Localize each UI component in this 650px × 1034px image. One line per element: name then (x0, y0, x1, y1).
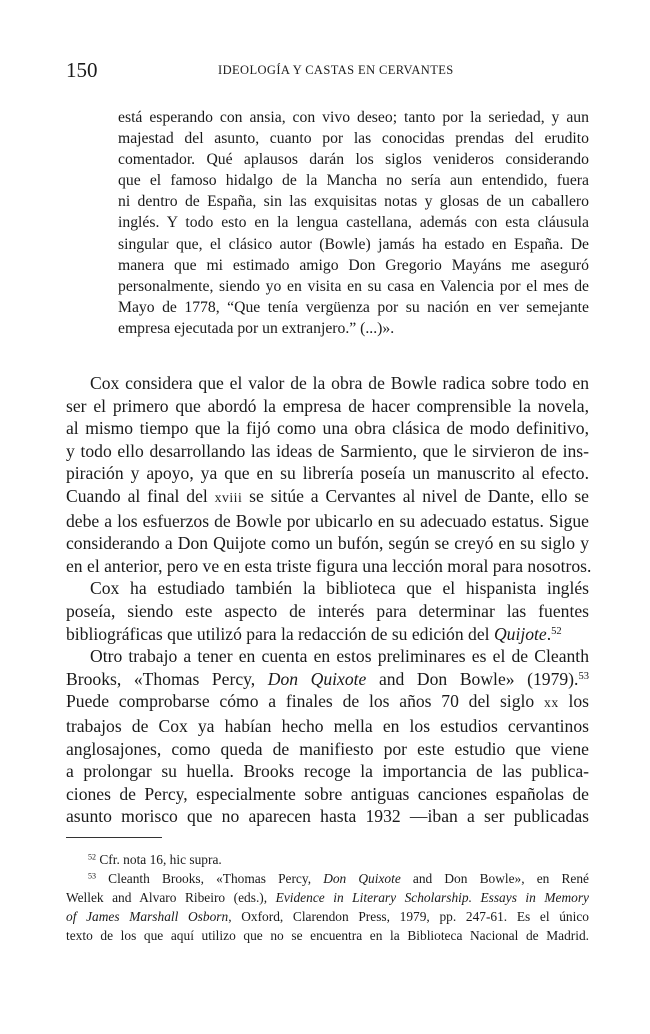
footnote-ref[interactable]: 52 (551, 625, 562, 637)
italic-title: Evidence in Literary Scholarship. Essays in Memory (275, 890, 589, 905)
text-run: asunto morisco que no aparecen hasta 1932 —iban a ser publicadas (66, 806, 589, 827)
text-run: a prolongar su huella. Brooks recoge la importancia de las publica- (66, 761, 589, 782)
small-caps-century: xviii (214, 489, 243, 505)
quote-line: empresa ejecutada por un extranjero.” (...)». (118, 319, 395, 337)
quote-line: inglés. Y todo esto en la lengua castellana, además con esta cláusula (118, 214, 589, 232)
text-run: bibliográficas que utilizó para la redacción de su edición del (66, 623, 494, 644)
paragraph-line (66, 532, 589, 555)
text-run: Puede comprobarse cómo a finales de los años 70 del siglo (66, 691, 544, 712)
text-run: . (546, 623, 552, 644)
quote-line: personalmente, siendo yo en visita en su casa en Valencia por el mes de (118, 277, 589, 295)
text-run: texto de los que aquí utilizo que no se encuentra en la Biblioteca Nacional de Madrid. (66, 928, 589, 943)
paragraph-line (66, 440, 589, 463)
quote-line: comentador. Qué aplausos darán los siglos venideros considerando (118, 151, 589, 169)
text-run: debe a los esfuerzos de Bowle por ubicarlo en su adecuado estatus. Sigue (66, 510, 589, 531)
paragraph-line (66, 485, 589, 510)
footnote-ref[interactable]: 53 (578, 670, 589, 682)
paragraph-line (66, 395, 589, 418)
italic-title: Quijote (493, 623, 547, 644)
text-run: al mismo tiempo que la fijó como una obra clásica de modo definitivo, (66, 418, 589, 439)
text-run: Otro trabajo a tener en cuenta en estos preliminares es el de Cleanth (90, 646, 589, 667)
paragraph-line (66, 738, 589, 761)
running-head: IDEOLOGÍA Y CASTAS EN CERVANTES (218, 63, 454, 77)
block-quote (118, 107, 589, 339)
text-run: ciones de Percy, especialmente sobre antiguas canciones españolas de (66, 783, 589, 804)
text-run: en el anterior, pero ve en esta triste figura una lección moral para nosotros. (66, 555, 592, 576)
footnote-line (66, 926, 589, 945)
text-run: and Don Bowle», en René (400, 871, 589, 886)
text-run: Cox considera que el valor de la obra de Bowle radica sobre todo en (90, 373, 589, 393)
paragraph-line (66, 417, 589, 440)
text-run: , Oxford, Clarendon Press, 1979, pp. 247-61. Es el único (228, 909, 589, 924)
footnote-number: 52 (88, 852, 97, 862)
text-run: Cuando al final del (66, 485, 215, 506)
footnote-divider (66, 837, 162, 838)
footnote-52 (66, 850, 589, 869)
italic-title: of James Marshall Osborn (66, 909, 229, 924)
quote-line: Mayo de 1778, “Que tenía vergüenza por su nación en ver semejante (118, 298, 589, 316)
text-run: and Don Bowle» (1979). (366, 668, 579, 689)
text-run: y todo ello desarrollando las ideas de Sarmiento, que le sirvieron de ins- (66, 440, 589, 461)
italic-title: Don Quixote (267, 668, 367, 689)
footnotes (66, 850, 589, 945)
text-run: Brooks, «Thomas Percy, (66, 668, 268, 689)
text-run: Wellek and Alvaro Ribeiro (eds.), (66, 890, 276, 905)
paragraph-line (66, 462, 589, 485)
paragraph-line (66, 600, 589, 623)
page-number: 150 (66, 58, 98, 82)
footnote-line (66, 907, 589, 926)
paragraph-line (66, 690, 589, 715)
small-caps-century: xx (543, 695, 559, 711)
footnote-53 (66, 869, 589, 888)
quote-line: majestad del asunto, cuanto por las conocidas prendas del erudito (118, 130, 589, 148)
text-run: piración y apoyo, ya que en su librería poseía un manuscrito al efecto. (66, 463, 589, 484)
text-run: Cox ha estudiado también la biblioteca que el hispanista inglés (90, 578, 589, 599)
quote-line: ni dentro de España, sin las exquisitas notas y glosas de un caballero (118, 193, 589, 211)
quote-line: está esperando con ansia, con vivo deseo; tanto por la seriedad, y aun (118, 109, 589, 126)
footnote-line (66, 888, 589, 907)
quote-line: singular que, el clásico autor (Bowle) jamás ha estado en España. De (118, 235, 589, 253)
text-run: Cleanth Brooks, «Thomas Percy, (96, 871, 324, 886)
paragraph-line (66, 510, 589, 533)
footnote-number: 53 (88, 871, 97, 881)
paragraph-line (66, 623, 589, 646)
text-run: trabajos de Cox ya habían hecho mella en los estudios cervantinos (66, 715, 589, 736)
text-run: se sitúe a Cervantes al nivel de Dante, ello se (242, 485, 589, 506)
body-text (66, 372, 592, 828)
paragraph-line (66, 668, 589, 691)
paragraph-line (66, 760, 589, 783)
quote-line: que el famoso hidalgo de la Mancha no sería aun entendido, fuera (118, 172, 589, 190)
text-run: los (558, 691, 589, 712)
text-run: Cfr. nota 16, hic supra. (96, 852, 222, 867)
text-run: ser el primero que abordó la empresa de hacer comprensible la novela, (66, 395, 589, 416)
text-run: considerando a Don Quijote como un bufón, según se creyó en su siglo y (66, 533, 589, 554)
paragraph-line (66, 715, 589, 738)
paragraph-line (66, 645, 589, 668)
paragraph-line (66, 577, 589, 600)
paragraph-line (66, 372, 589, 395)
paragraph-line (66, 555, 592, 578)
paragraph-line (66, 805, 589, 828)
paragraph-line (66, 783, 589, 806)
text-run: anglosajones, como queda de manifiesto por este estudio que viene (66, 738, 589, 759)
italic-title: Don Quixote (323, 871, 401, 886)
text-run: poseía, siendo este aspecto de interés para determinar las fuentes (66, 600, 589, 621)
quote-line: manera que mi estimado amigo Don Gregorio Mayáns me aseguró (118, 256, 589, 274)
